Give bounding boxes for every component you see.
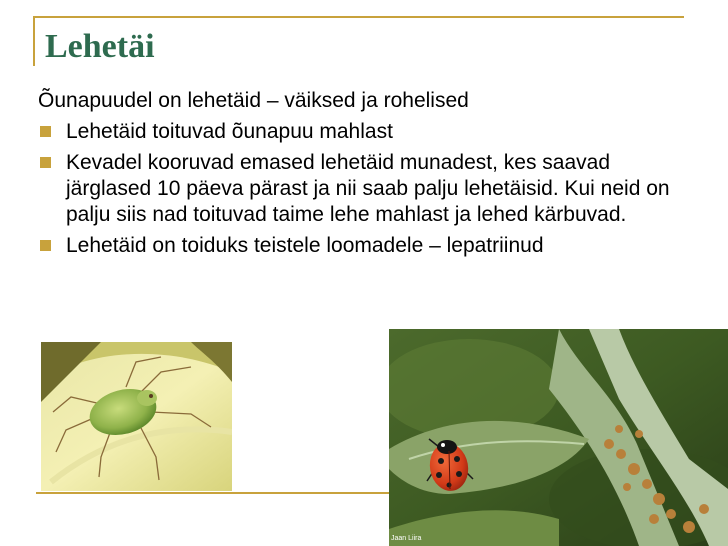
bullet-text: Lehetäid toituvad õunapuu mahlast bbox=[66, 120, 393, 143]
intro-text: Õunapuudel on lehetäid – väiksed ja rohelised bbox=[38, 89, 469, 112]
bullet-item bbox=[38, 119, 678, 145]
aphid-photo bbox=[41, 342, 232, 491]
ladybug-photo bbox=[389, 329, 728, 546]
slide-body bbox=[38, 88, 678, 264]
bullet-text: Kevadel kooruvad emased lehetäid munadest, kes saavad järglased 10 päeva pärast ja nii saab palju lehetäisid. Kui neid on palju siis nad toituvad taime lehe mahlast ja lehed kärbuvad. bbox=[66, 151, 670, 226]
left-border-line bbox=[33, 16, 35, 66]
top-border-line bbox=[33, 16, 684, 18]
square-bullet-icon bbox=[40, 126, 51, 137]
square-bullet-icon bbox=[40, 240, 51, 251]
bullet-item bbox=[38, 233, 678, 259]
bullet-item bbox=[38, 150, 678, 228]
photo-credit: Jaan Liira bbox=[391, 535, 422, 542]
bottom-border-line bbox=[36, 492, 399, 494]
square-bullet-icon bbox=[40, 157, 51, 168]
bullet-text: Lehetäid on toiduks teistele loomadele – lepatriinud bbox=[66, 234, 544, 257]
slide-title: Lehetäi bbox=[45, 28, 155, 65]
